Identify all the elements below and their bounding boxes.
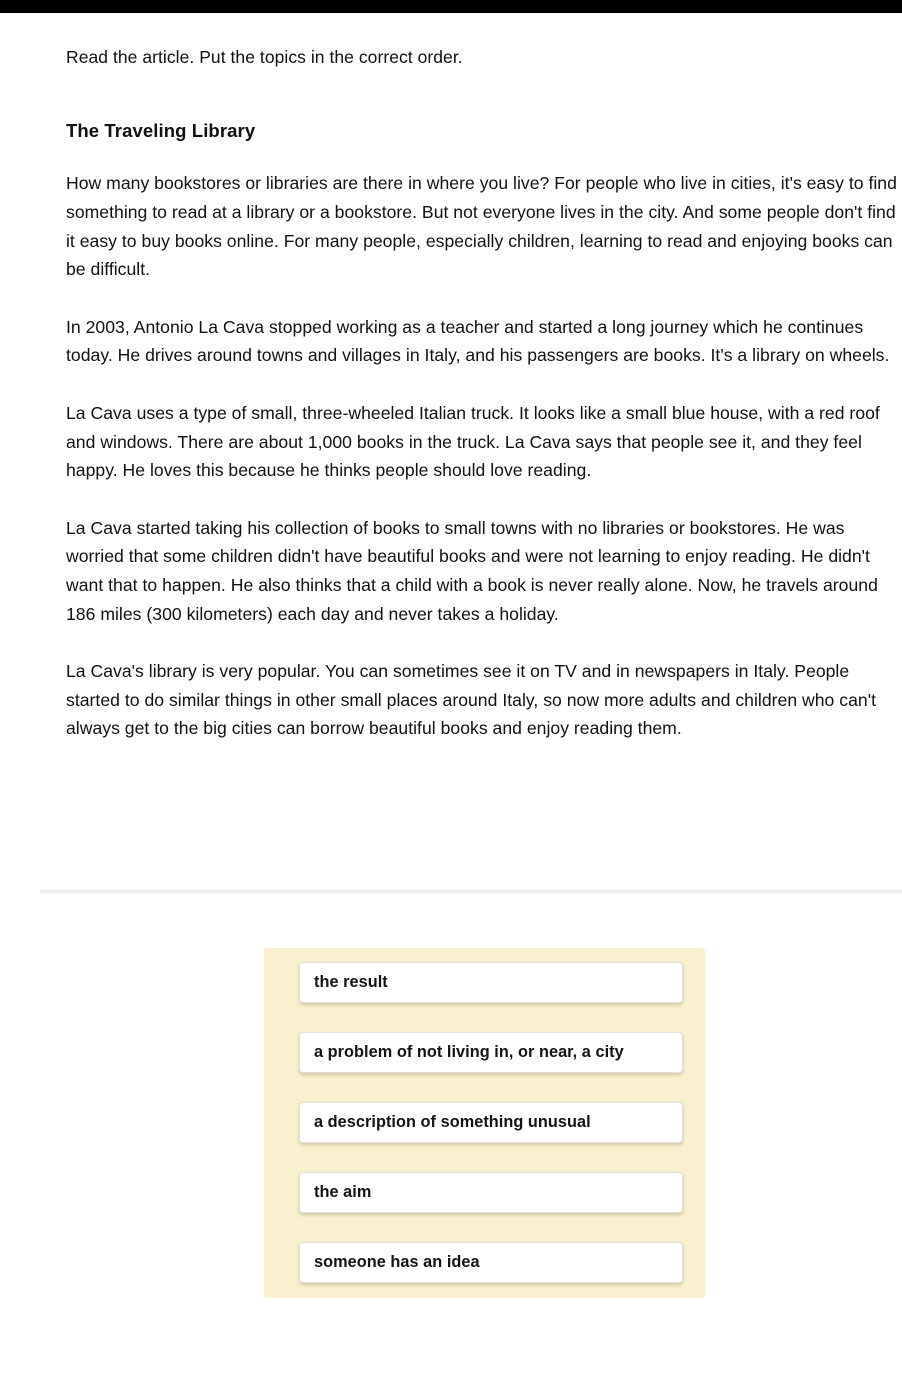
article-paragraph: La Cava's library is very popular. You can sometimes see it on TV and in newspapers in Italy. People started to do similar things in other small places around Italy, so now more adults and children who can't always get to the big cities can borrow beautiful books and enjoy reading them. [66,661,876,739]
topic-card-label: a problem of not living in, or near, a city [314,1043,624,1062]
draggable-topic-card[interactable] [299,962,683,1003]
draggable-topic-card[interactable] [299,1102,683,1143]
section-divider [40,890,902,894]
ordering-list [299,962,683,1283]
article-paragraph: How many bookstores or libraries are there in where you live? For people who live in cities, it's easy to find something to read at a library or a bookstore. But not everyone lives in the city. And some people don't find it easy to buy books online. For many people, especially children, learning to read and enjoying books can be difficult. [66,173,897,280]
topic-card-label: the result [314,973,388,992]
topic-card-label: the aim [314,1183,372,1202]
article-paragraph: In 2003, Antonio La Cava stopped working as a teacher and started a long journey which he continues today. He drives around towns and villages in Italy, and his passengers are books. It's a library on wheels. [66,316,890,366]
article-paragraphs [66,142,902,743]
page-content [0,13,902,1393]
article-paragraph: La Cava started taking his collection of books to small towns with no libraries or bookstores. He was worried that some children didn't have beautiful books and were not learning to enjoy reading. He didn't want that to happen. He also thinks that a child with a book is never really alone. Now, he travels around 186 miles (300 kilometers) each day and never takes a holiday. [66,517,878,624]
draggable-topic-card[interactable] [299,1242,683,1283]
section-divider-wrapper [0,881,902,895]
article-content [0,13,902,743]
ordering-drop-zone[interactable] [264,948,705,1298]
article-paragraph: La Cava uses a type of small, three-wheeled Italian truck. It looks like a small blue house, with a red roof and windows. There are about 1,000 books in the truck. La Cava says that people see it, and they feel happy. He loves this because he thinks people should love reading. [66,402,880,481]
exercise-instruction: Read the article. Put the topics in the correct order. [66,47,463,67]
topic-card-label: someone has an idea [314,1253,480,1272]
topic-card-label: a description of something unusual [314,1113,591,1132]
draggable-topic-card[interactable] [299,1172,683,1213]
article-title: The Traveling Library [66,120,256,142]
top-black-bar [0,0,902,13]
draggable-topic-card[interactable] [299,1032,683,1073]
